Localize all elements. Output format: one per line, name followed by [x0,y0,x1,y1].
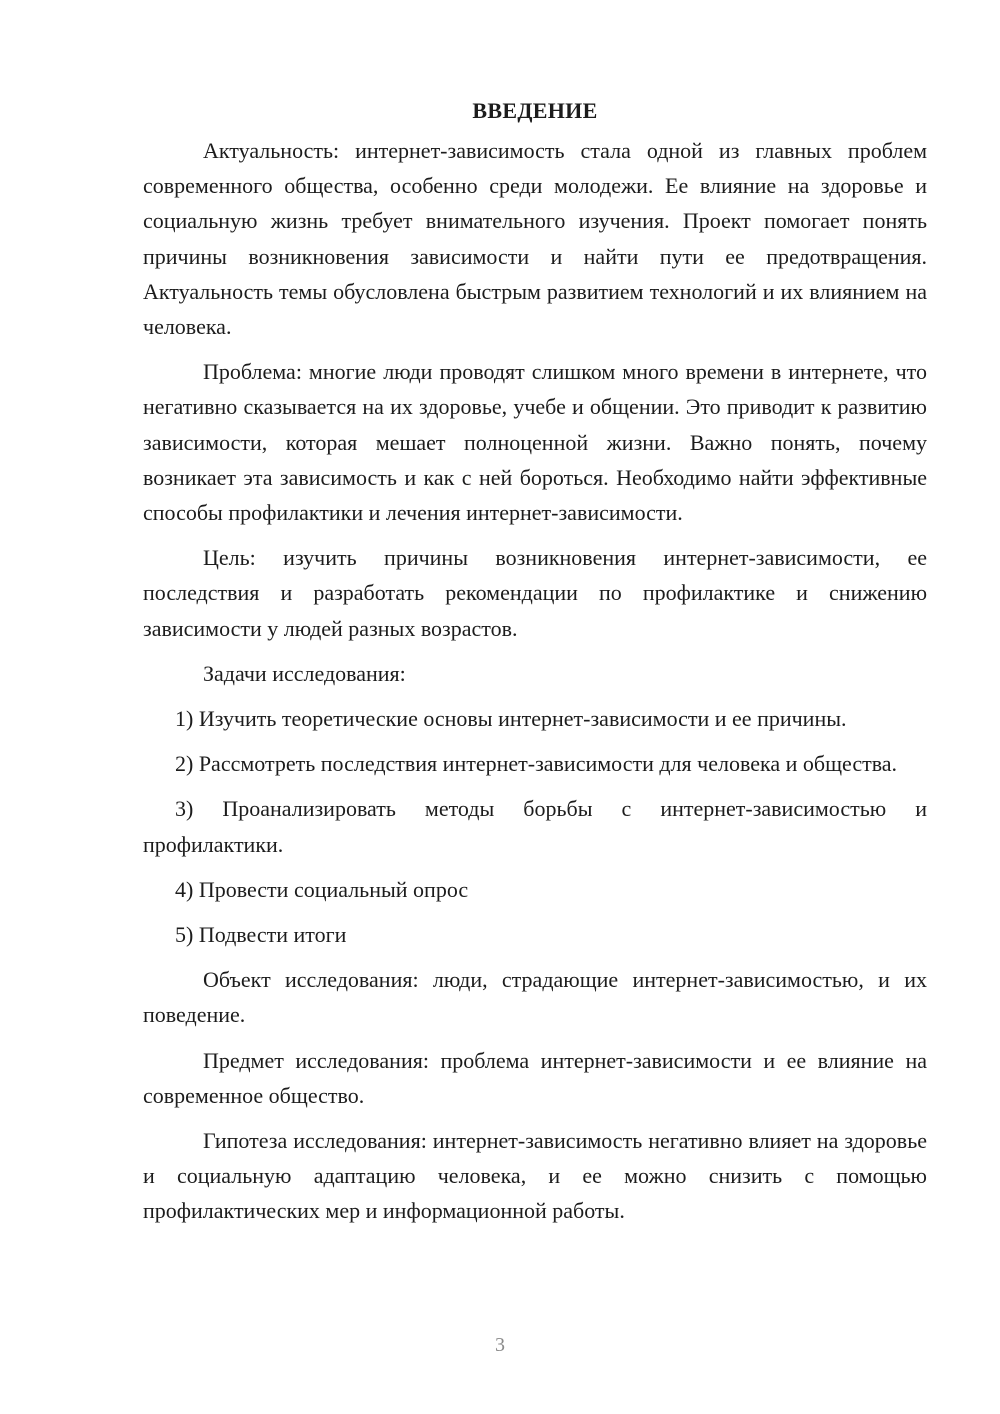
page-title: ВВЕДЕНИЕ [472,98,598,123]
hypothesis-paragraph: Гипотеза исследования: интернет-зависимость негативно влияет на здоровье и социальную адаптацию человека, и ее можно снизить с помощью профилактических мер и информационной работы. [143,1128,927,1224]
subject-paragraph: Предмет исследования: проблема интернет-зависимости и ее влияние на современное общество. [143,1047,927,1108]
task-item: 1) Изучить теоретические основы интернет-зависимости и ее причины. [175,706,847,732]
page-content [143,91,927,1229]
object-paragraph: Объект исследования: люди, страдающие интернет-зависимостью, и их поведение. [143,967,927,1028]
tasks-heading: Задачи исследования: [203,660,406,686]
task-item: 3) Проанализировать методы борьбы с интернет-зависимостью и профилактики. [143,796,927,857]
relevance-paragraph: Актуальность: интернет-зависимость стала одной из главных проблем современного общества, особенно среди молодежи. Ее влияние на здоровье и социальную жизнь требует внимательного изучения. Проект помогает понять причины возникновения зависимости и найти пути ее предотвращения. Актуальность темы обусловлена быстрым развитием технологий и их влиянием на человека. [143,138,927,340]
problem-paragraph: Проблема: многие люди проводят слишком много времени в интернете, что негативно сказывается на их здоровье, учебе и общении. Это приводит к развитию зависимости, которая мешает полноценной жизни. Важно понять, почему возникает эта зависимость и как с ней бороться. Необходимо найти эффективные способы профилактики и лечения интернет-зависимости. [143,359,927,526]
page-number: 3 [495,1334,505,1356]
task-item: 2) Рассмотреть последствия интернет-зависимости для человека и общества. [175,751,898,777]
task-item: 5) Подвести итоги [175,922,347,948]
goal-paragraph: Цель: изучить причины возникновения интернет-зависимости, ее последствия и разработать рекомендации по профилактике и снижению зависимости у людей разных возрастов. [143,545,927,641]
task-item: 4) Провести социальный опрос [175,876,469,902]
